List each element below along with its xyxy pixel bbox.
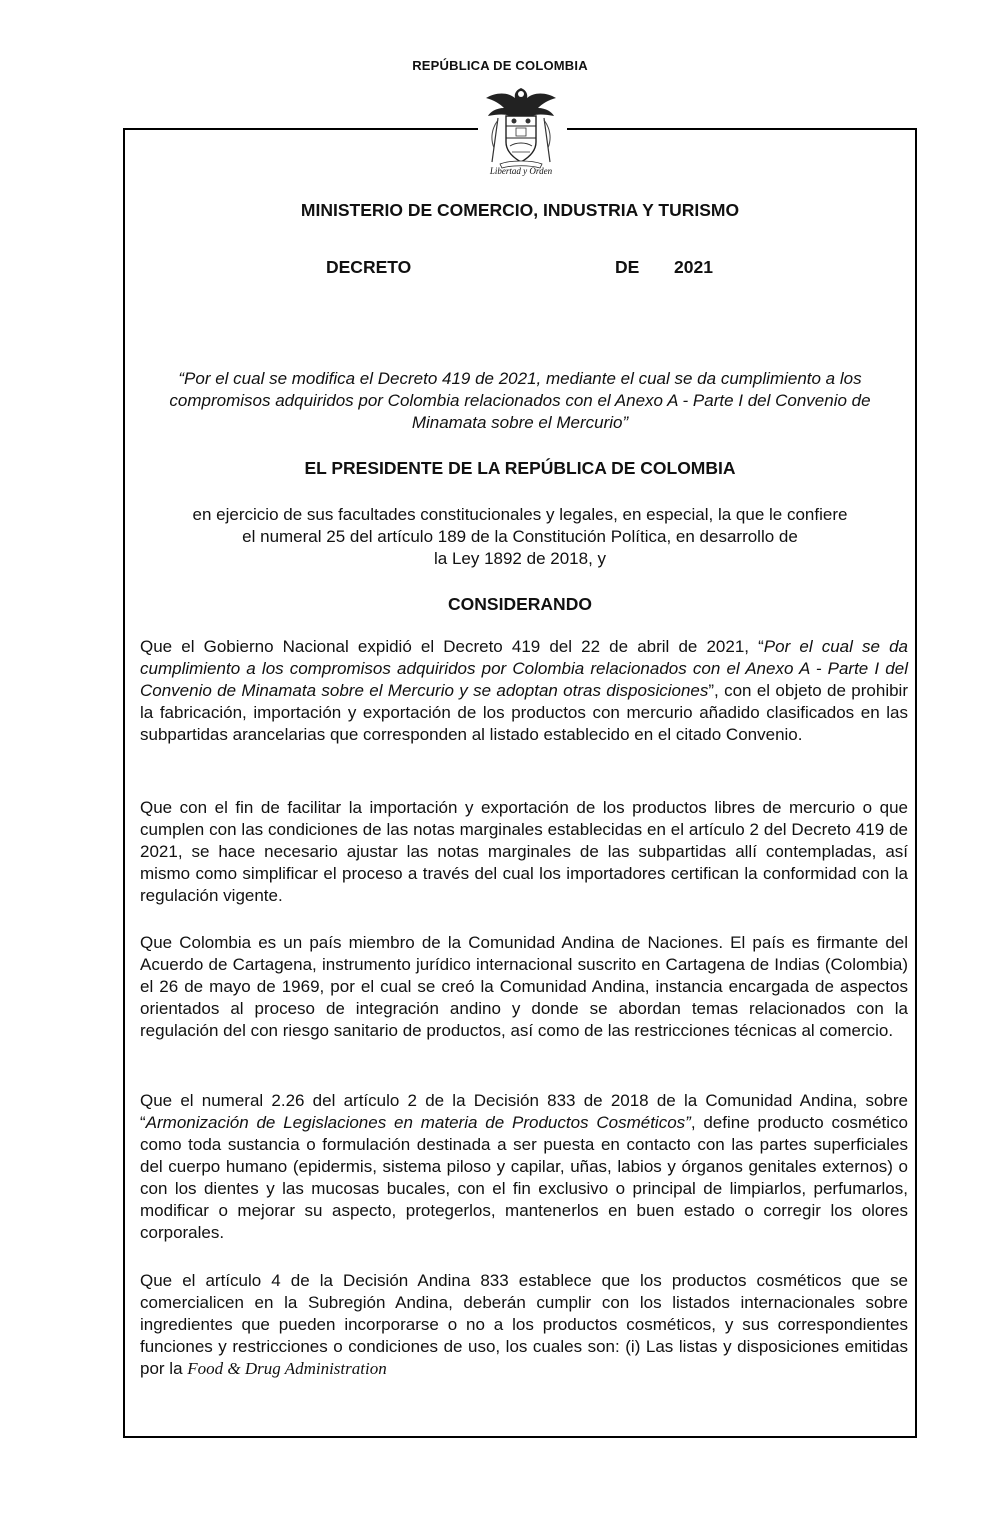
paragraph-5-italic: Food & Drug Administration xyxy=(187,1359,387,1378)
frame-right-line xyxy=(915,128,917,1438)
faculties-line-1: en ejercicio de sus facultades constitucionales y legales, en especial, la que le confiere xyxy=(192,505,848,524)
paragraph-1-post: ”, con el objeto de prohibir la fabricación, importación y exportación de los productos con mercurio añadido clasificados en las subpartidas arancelarias que corresponden al listado establecido en el citado Convenio. xyxy=(140,681,909,744)
paragraph-1 xyxy=(140,636,908,746)
paragraph-5 xyxy=(140,1270,908,1380)
republica-header: REPÚBLICA DE COLOMBIA xyxy=(412,58,588,73)
frame-left-line xyxy=(123,128,125,1438)
paragraph-5-pre: Que el artículo 4 de la Decisión Andina 833 establece que los productos cosméticos que se comercialicen en la Subregión Andina, deberán cumplir con los listados internacionales sobre ingredientes que pueden incorporarse o no a los productos cosméticos, y sus correspondientes funciones y restricciones o condiciones de uso, los cuales son: (i) Las listas y disposiciones emitidas por la xyxy=(140,1271,908,1378)
decreto-de: DE xyxy=(615,257,640,277)
paragraph-4-pre: Que el numeral 2.26 del artículo 2 de la Decisión 833 de 2018 de la Comunidad Andina, sobre “ xyxy=(140,1091,908,1132)
paragraph-4 xyxy=(140,1090,908,1244)
faculties-statement xyxy=(135,504,905,570)
president-heading: EL PRESIDENTE DE LA REPÚBLICA DE COLOMBIA xyxy=(304,458,736,478)
faculties-line-3: la Ley 1892 de 2018, y xyxy=(433,549,607,568)
crest-motto: Libertad y Orden xyxy=(489,166,553,176)
decreto-label: DECRETO xyxy=(326,257,412,277)
paragraph-1-pre: Que el Gobierno Nacional expidió el Decreto 419 del 22 de abril de 2021, “ xyxy=(140,637,764,656)
ministry-title: MINISTERIO DE COMERCIO, INDUSTRIA Y TURISMO xyxy=(300,200,740,220)
paragraph-1-italic: Por el cual se da cumplimiento a los compromisos adquiridos por Colombia relacionados con el Anexo A - Parte I del Convenio de Minamata sobre el Mercurio y se adoptan otras disposiciones xyxy=(140,637,908,700)
frame-top-right-line xyxy=(567,128,917,130)
faculties-line-2: el numeral 25 del artículo 189 de la Constitución Política, en desarrollo de xyxy=(242,527,798,546)
frame-top-left-line xyxy=(124,128,478,130)
paragraph-3: Que Colombia es un país miembro de la Comunidad Andina de Naciones. El país es firmante del Acuerdo de Cartagena, instrumento jurídico internacional suscrito en Cartagena de Indias (Colombia) el 26 de mayo de 1969, por el cual se creó la Comunidad Andina, instancia encargada de aspectos orientados al proceso de integración andino y donde se abordan temas relacionados con la regulación del con riesgo sanitario de productos, así como de las restricciones técnicas al comercio. xyxy=(140,933,908,1040)
paragraph-4-post: , define producto cosmético como toda sustancia o formulación destinada a ser puesta en contacto con las partes superficiales del cuerpo humano (epidermis, sistema piloso y capilar, uñas, labios y órganos genitales externos) o con los dientes y las mucosas bucales, con el fin exclusivo o principal de limpiarlos, perfumarlos, modificar o mejorar su aspecto, protegerlos, mantenerlos en buen estado o corregir los olores corporales. xyxy=(140,1113,908,1242)
frame-bottom-line xyxy=(123,1436,917,1438)
paragraph-2: Que con el fin de facilitar la importación y exportación de los productos libres de mercurio o que cumplen con las condiciones de las notas marginales establecidas en el artículo 2 del Decreto 419 de 2021, se hace necesario ajustar las notas marginales de las subpartidas allí contempladas, así mismo como simplificar el proceso a través del cual los importadores certifican la conformidad con la regulación vigente. xyxy=(140,798,908,905)
decree-subject: “Por el cual se modifica el Decreto 419 de 2021, mediante el cual se da cumplimiento a los compromisos adquiridos por Colombia relacionados con el Anexo A - Parte I del Convenio de Minamata sobre el Mercurio” xyxy=(169,369,871,432)
paragraph-4-italic: Armonización de Legislaciones en materia de Productos Cosméticos” xyxy=(145,1113,691,1132)
decreto-year: 2021 xyxy=(674,257,713,277)
considerando-heading: CONSIDERANDO xyxy=(448,594,592,614)
